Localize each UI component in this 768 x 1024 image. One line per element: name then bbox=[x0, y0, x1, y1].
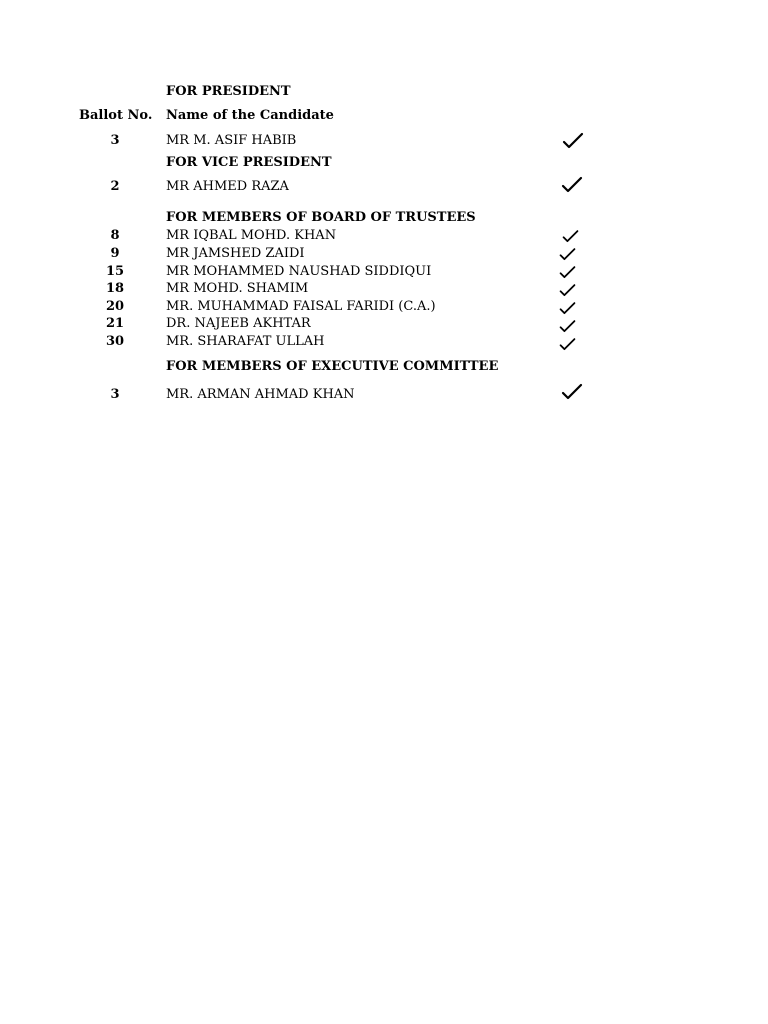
section-heading-executive: FOR MEMBERS OF EXECUTIVE COMMITTEE bbox=[166, 359, 499, 374]
checkmark-icon bbox=[561, 176, 583, 194]
candidate-name: MR MOHD. SHAMIM bbox=[166, 281, 309, 296]
ballot-number: 3 bbox=[110, 387, 120, 402]
candidate-name: MR M. ASIF HABIB bbox=[166, 133, 297, 148]
candidate-name: MR JAMSHED ZAIDI bbox=[166, 246, 305, 261]
checkmark-icon bbox=[559, 319, 576, 334]
candidate-name: MR MOHAMMED NAUSHAD SIDDIQUI bbox=[166, 264, 432, 279]
checkmark-icon bbox=[559, 283, 576, 298]
checkmark-icon bbox=[559, 265, 576, 280]
checkmark-icon bbox=[559, 337, 576, 352]
checkmark-icon bbox=[561, 383, 583, 401]
section-heading-vice-president: FOR VICE PRESIDENT bbox=[166, 155, 332, 170]
candidate-name: MR. MUHAMMAD FAISAL FARIDI (C.A.) bbox=[166, 299, 436, 314]
candidate-name: MR IQBAL MOHD. KHAN bbox=[166, 228, 337, 243]
ballot-number: 21 bbox=[105, 316, 125, 331]
checkmark-icon bbox=[562, 132, 584, 150]
candidate-name: MR. ARMAN AHMAD KHAN bbox=[166, 387, 355, 402]
ballot-number: 30 bbox=[105, 334, 125, 349]
ballot-number: 9 bbox=[110, 246, 120, 261]
candidate-name: DR. NAJEEB AKHTAR bbox=[166, 316, 311, 331]
column-header-name: Name of the Candidate bbox=[166, 108, 334, 123]
candidate-name: MR AHMED RAZA bbox=[166, 179, 289, 194]
column-header-ballot: Ballot No. bbox=[79, 108, 153, 123]
ballot-number: 20 bbox=[105, 299, 125, 314]
checkmark-icon bbox=[559, 301, 576, 316]
section-heading-president: FOR PRESIDENT bbox=[166, 84, 291, 99]
ballot-number: 3 bbox=[110, 133, 120, 148]
section-heading-trustees: FOR MEMBERS OF BOARD OF TRUSTEES bbox=[166, 210, 476, 225]
ballot-number: 8 bbox=[110, 228, 120, 243]
ballot-number: 15 bbox=[105, 264, 125, 279]
candidate-name: MR. SHARAFAT ULLAH bbox=[166, 334, 325, 349]
checkmark-icon bbox=[559, 247, 576, 262]
checkmark-icon bbox=[562, 229, 579, 244]
ballot-number: 2 bbox=[110, 179, 120, 194]
ballot-number: 18 bbox=[105, 281, 125, 296]
